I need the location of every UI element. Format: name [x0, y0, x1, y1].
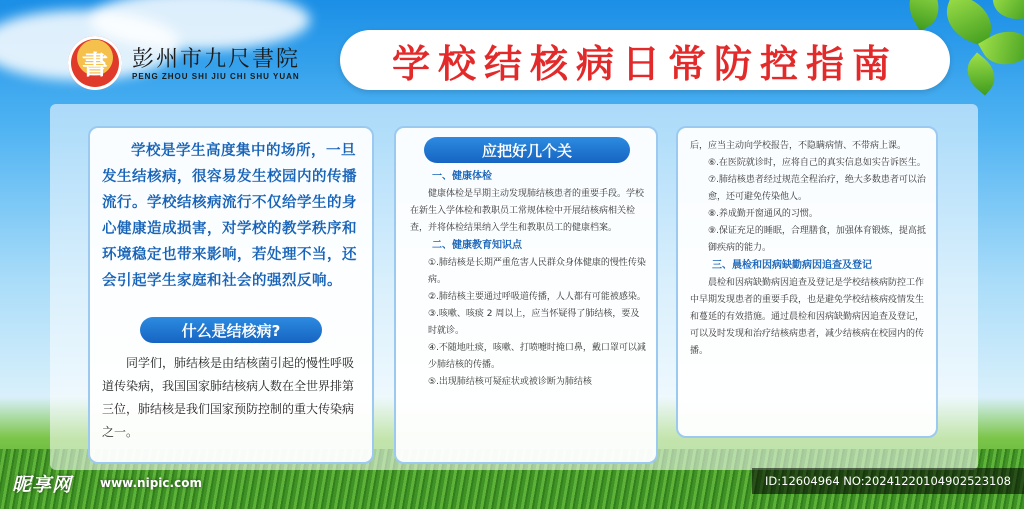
morning-check-text: 晨检和因病缺勤病因追查及登记是学校结核病防控工作中早期发现患者的重要手段，也是避免学校结核病疫情发生和蔓延的有效措施。通过晨检和因病缺勤病因追查及登记，可以及时发现和治疗结核病患者，减少结核病在校园内的传播。: [690, 278, 925, 356]
watermark-url: www.nipic.com: [100, 476, 202, 490]
list-item: ③.咳嗽、咳痰 2 周以上，应当怀疑得了肺结核，要及时就诊。: [428, 309, 640, 336]
section-heading-health-education: 二、健康教育知识点: [432, 240, 522, 251]
page-title: 学校结核病日常防控指南: [340, 30, 950, 90]
list-item: ④.不随地吐痰，咳嗽、打喷嚏时掩口鼻，戴口罩可以减少肺结核的传播。: [428, 343, 646, 370]
tb-definition-text: 同学们，肺结核是由结核菌引起的慢性呼吸道传染病，我国国家肺结核病人数在全世界排第三位，肺结核是我们国家预防控制的重大传染病之一。: [102, 356, 355, 439]
health-check-text: 健康体检是早期主动发现肺结核患者的重要手段。学校在新生入学体检和教职员工常规体检中开展结核病相关检查，并将体检结果纳入学生和教职员工的健康档案。: [410, 189, 645, 233]
image-id-bar: ID:12604964 NO:20241220104902523108: [752, 468, 1024, 494]
list-item: ⑤.出现肺结核可疑症状或被诊断为肺结核: [428, 377, 592, 387]
checkpoints-heading: 应把好几个关: [424, 137, 630, 163]
section-heading-health-check: 一、健康体检: [432, 171, 492, 182]
list-item-continuation: 后，应当主动向学校报告，不隐瞒病情、不带病上课。: [690, 141, 907, 151]
watermark-logo: 昵享网: [12, 474, 73, 496]
list-item: ⑦.肺结核患者经过规范全程治疗，绝大多数患者可以治愈，还可避免传染他人。: [708, 175, 926, 202]
what-is-tb-heading: 什么是结核病?: [140, 317, 322, 343]
continuation-column: [690, 138, 926, 360]
list-item: ⑧.养成勤开窗通风的习惯。: [708, 209, 818, 219]
brand-logo: 書: [68, 36, 122, 90]
list-item: ②.肺结核主要通过呼吸道传播，人人都有可能被感染。: [428, 292, 646, 302]
intro-text: 学校是学生高度集中的场所，一旦发生结核病，很容易发生校园内的传播流行。学校结核病流行不仅给学生的身心健康造成损害，对学校的教学秩序和环境稳定也带来影响，若处理不当，还会引起学生家庭和社会的强烈反响。: [102, 143, 357, 289]
brand-name-en: PENG ZHOU SHI JIU CHI SHU YUAN: [132, 72, 300, 81]
brand-name: 彭州市九尺書院: [132, 47, 301, 72]
list-item: ⑥.在医院就诊时，应将自己的真实信息如实告诉医生。: [708, 158, 926, 168]
list-item: ①.肺结核是长期严重危害人民群众身体健康的慢性传染病。: [428, 258, 646, 285]
checkpoints-column: [410, 168, 646, 391]
list-item: ⑨.保证充足的睡眠，合理膳食，加强体育锻炼，提高抵御疾病的能力。: [708, 226, 926, 253]
section-heading-morning-check: 三、晨检和因病缺勤病因追查及登记: [712, 260, 872, 271]
